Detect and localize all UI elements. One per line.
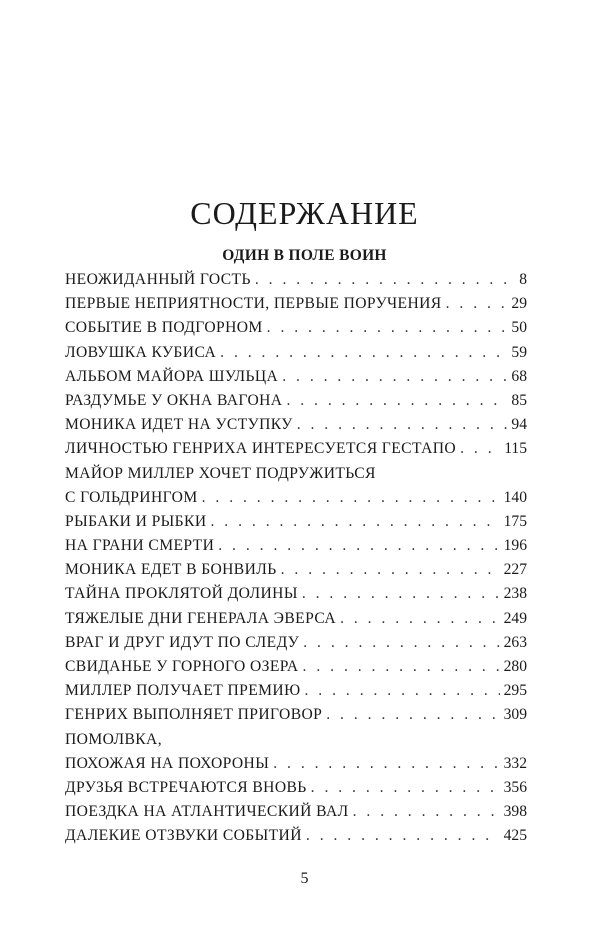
dot-leader: [218, 534, 499, 558]
toc-entry: [65, 292, 527, 316]
toc-entry-page: 175: [503, 512, 527, 530]
toc-entry-title: ЛИЧНОСТЬЮ ГЕНРИХА ИНТЕРЕСУЕТСЯ ГЕСТАПО: [65, 440, 457, 458]
toc-entry-page: 8: [519, 271, 527, 288]
toc-entry-page: 295: [503, 682, 527, 700]
toc-entry: [65, 607, 527, 631]
toc-entry-title: ПЕРВЫЕ НЕПРИЯТНОСТИ, ПЕРВЫЕ ПОРУЧЕНИЯ: [65, 295, 442, 313]
toc-entry: [65, 582, 527, 606]
toc-entry-page: 29: [511, 295, 527, 313]
dot-leader: [353, 800, 500, 824]
toc-entry-title: РЫБАКИ И РЫБКИ: [65, 512, 207, 530]
toc-entry: [65, 510, 527, 534]
dot-leader: [286, 389, 507, 413]
page-number: 5: [300, 870, 309, 887]
toc-entry: [65, 268, 527, 292]
toc-entry-title: С ГОЛЬДРИНГОМ: [65, 488, 198, 506]
dot-leader: [281, 558, 500, 582]
dot-leader: [267, 316, 508, 340]
toc-entry: [65, 800, 527, 824]
toc-entry: [65, 437, 527, 461]
toc-entry: [65, 631, 527, 655]
toc-entry-title: МОНИКА ЕДЕТ В БОНВИЛЬ: [65, 561, 277, 579]
toc-entry-title: ДРУЗЬЯ ВСТРЕЧАЮТСЯ ВНОВЬ: [65, 778, 307, 796]
toc-entry: [65, 341, 527, 365]
toc-entry-title: ПОЕЗДКА НА АТЛАНТИЧЕСКИЙ ВАЛ: [65, 803, 349, 821]
toc-entry: [65, 776, 527, 800]
toc-entry: [65, 558, 527, 582]
toc-entry-page: 309: [503, 706, 527, 724]
toc-entry-page: 238: [503, 585, 527, 603]
dot-leader: [306, 824, 500, 848]
toc-entry-page: 94: [511, 416, 527, 434]
toc-entry-title: МОНИКА ИДЕТ НА УСТУПКУ: [65, 416, 293, 434]
toc-entry-page: 280: [503, 658, 527, 675]
table-of-contents: [65, 268, 527, 849]
toc-entry: [65, 655, 527, 679]
toc-entry-title: МАЙОР МИЛЛЕР ХОЧЕТ ПОДРУЖИТЬСЯ: [65, 464, 376, 482]
dot-leader: [303, 655, 500, 679]
toc-entry-page: 59: [511, 343, 527, 361]
toc-entry: [65, 365, 527, 389]
toc-entry-title: НЕОЖИДАННЫЙ ГОСТЬ: [65, 271, 251, 288]
toc-entry-page: 115: [504, 440, 527, 458]
toc-entry: [65, 752, 527, 776]
toc-entry-title: СОБЫТИЕ В ПОДГОРНОМ: [65, 319, 263, 337]
toc-entry-title: МИЛЛЕР ПОЛУЧАЕТ ПРЕМИЮ: [65, 682, 301, 700]
toc-entry: [65, 413, 527, 437]
toc-entry-page: 50: [511, 319, 527, 337]
dot-leader: [446, 292, 508, 316]
toc-entry-title: ДАЛЕКИЕ ОТЗВУКИ СОБЫТИЙ: [65, 827, 302, 845]
toc-entry-page: 356: [503, 778, 527, 796]
page-title: СОДЕРЖАНИЕ: [190, 195, 419, 231]
dot-leader: [255, 268, 515, 292]
dot-leader: [340, 607, 500, 631]
toc-entry-page: 263: [503, 633, 527, 651]
dot-leader: [326, 703, 499, 727]
dot-leader: [220, 341, 507, 365]
toc-entry-title: СВИДАНЬЕ У ГОРНОГО ОЗЕРА: [65, 658, 299, 675]
toc-entry-page: 227: [503, 561, 527, 579]
toc-entry: [65, 703, 527, 727]
toc-entry-title: АЛЬБОМ МАЙОРА ШУЛЬЦА: [65, 367, 279, 385]
toc-entry: [65, 534, 527, 558]
toc-entry: [65, 316, 527, 340]
dot-leader: [460, 437, 500, 461]
toc-entry-page: 249: [503, 609, 527, 627]
toc-entry-title: ПОХОЖАЯ НА ПОХОРОНЫ: [65, 754, 270, 772]
dot-leader: [273, 752, 499, 776]
toc-entry-title: ПОМОЛВКА,: [65, 730, 163, 748]
dot-leader: [303, 631, 499, 655]
toc-entry-page: 398: [503, 803, 527, 821]
toc-entry: [65, 728, 527, 752]
toc-entry-title: ЛОВУШКА КУБИСА: [65, 343, 217, 361]
section-heading: ОДИН В ПОЛЕ ВОИН: [222, 247, 387, 264]
toc-entry-title: РАЗДУМЬЕ У ОКНА ВАГОНА: [65, 391, 283, 409]
toc-entry-page: 68: [511, 367, 527, 385]
toc-entry-title: НА ГРАНИ СМЕРТИ: [65, 537, 215, 555]
toc-entry-page: 85: [511, 391, 527, 409]
dot-leader: [211, 510, 500, 534]
dot-leader: [302, 582, 500, 606]
dot-leader: [305, 679, 500, 703]
toc-entry-title: ГЕНРИХ ВЫПОЛНЯЕТ ПРИГОВОР: [65, 706, 323, 724]
toc-entry-title: ТАЙНА ПРОКЛЯТОЙ ДОЛИНЫ: [65, 585, 298, 603]
dot-leader: [282, 365, 507, 389]
toc-entry-title: ТЯЖЕЛЫЕ ДНИ ГЕНЕРАЛА ЭВЕРСА: [65, 609, 337, 627]
toc-entry: [65, 679, 527, 703]
toc-entry: [65, 824, 527, 848]
toc-entry: [65, 462, 527, 486]
toc-entry-title: ВРАГ И ДРУГ ИДУТ ПО СЛЕДУ: [65, 633, 300, 651]
toc-entry: [65, 389, 527, 413]
toc-entry: [65, 486, 527, 510]
toc-entry-page: 196: [503, 537, 527, 555]
dot-leader: [311, 776, 500, 800]
toc-entry-page: 332: [503, 754, 527, 772]
dot-leader: [202, 486, 500, 510]
toc-entry-page: 425: [503, 827, 527, 845]
toc-entry-page: 140: [503, 488, 527, 506]
dot-leader: [297, 413, 508, 437]
